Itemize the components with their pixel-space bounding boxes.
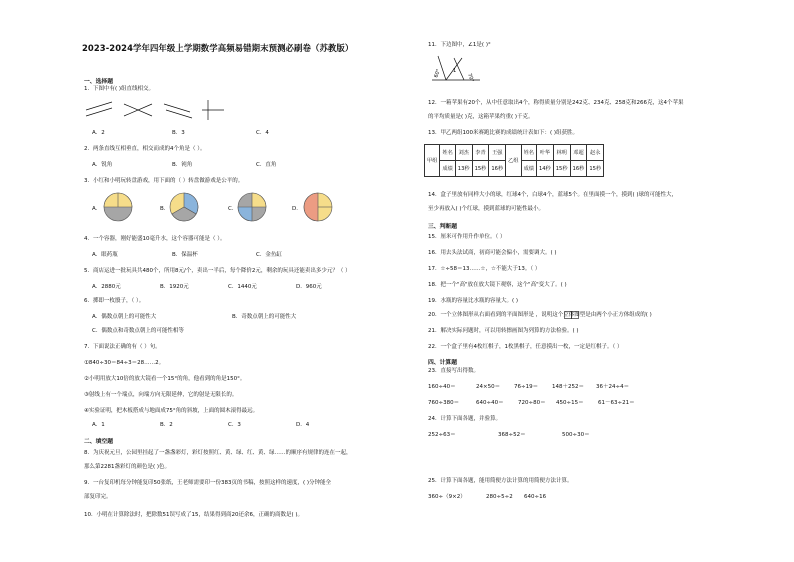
q1-option-b: B．3: [172, 130, 185, 136]
cell: 14秒: [536, 161, 553, 177]
cell: 林明: [553, 145, 570, 161]
question-15: 15．厘米可作用升作单位。（ ）: [428, 234, 506, 240]
q2-option-a: A．锐角: [92, 162, 113, 168]
q23-calc-4: 148＋252＝: [552, 384, 584, 390]
question-6: 6．掷即一枚骰子，（ ）。: [84, 298, 145, 304]
section-fill: 二、填空题: [84, 439, 113, 445]
cell: 邓超: [570, 145, 587, 161]
q6-option-b: B．奇数点朝上的可能性大: [232, 314, 297, 320]
q5-option-a: A．2880元: [92, 284, 121, 290]
question-7: 7．下面说法正确的有（ ）句。: [84, 344, 161, 350]
q7-option-b: B．2: [160, 422, 173, 428]
q6-option-c: C．偶数点和奇数点朝上的可能性相等: [92, 328, 184, 334]
page-title: 2023-2024学年四年级上学期数学高频易错期末预测必刷卷（苏教版）: [82, 43, 354, 53]
question-3: 3．小红和小明玩转盘游戏，用下面的（ ）转盘做游戏是公平的。: [84, 178, 244, 184]
q5-option-b: B．1920元: [160, 284, 189, 290]
cell: 赵永: [587, 145, 604, 161]
section-judge: 三、判断题: [428, 224, 457, 230]
q1-option-a: A．2: [92, 130, 105, 136]
cell: 叶华: [536, 145, 553, 161]
question-4: 4．一个容器，刚好能盛10毫升水，这个容器可能是（ ）。: [84, 236, 226, 242]
question-17: 17．☆÷58＝13……☆，☆不能大于13。（ ）: [428, 266, 541, 272]
question-12-line1: 12．一箱苹果有20个，从中任意取出4个，称得质量分别是242克、234克、258克和266克，这4个苹果: [428, 100, 684, 106]
q24-calc-1: 252÷63＝: [428, 432, 456, 438]
q4-option-a: A．眼药瓶: [92, 252, 118, 258]
q3-label-b: B.: [160, 206, 166, 212]
section-calc: 四、计算题: [428, 360, 457, 366]
cell: 刘杰: [455, 145, 472, 161]
angle-1-label: 1: [453, 68, 457, 74]
question-18: 18．把一个"高"放在放大镜下观察，这个"高"变大了。( ): [428, 282, 567, 288]
q7-option-c: C．3: [228, 422, 241, 428]
q25-calc-1: 360÷（9×2）: [428, 494, 466, 500]
q2-option-c: C．直角: [256, 162, 277, 168]
question-9-line2: 部复印完。: [84, 494, 112, 500]
cell: 15秒: [472, 161, 489, 177]
cell: 姓名: [521, 145, 536, 161]
q23-calc-9: 450÷15＝: [556, 400, 584, 406]
group-a-label: 甲组: [425, 145, 440, 177]
question-22: 22．一个盒子里有4枚红棋子，1枚黑棋子，任意摸出一枚，一定是红棋子。（ ）: [428, 344, 623, 350]
cell: 15秒: [553, 161, 570, 177]
question-8-line1: 8．为庆祝元旦，公园里挂起了一盏盏彩灯，彩灯按照红、黄、绿、红、黄、绿……的顺序有规律的连在一起，: [84, 450, 352, 456]
q2-option-b: B．钝角: [172, 162, 193, 168]
q23-calc-8: 720÷80＝: [518, 400, 546, 406]
cell: 13秒: [455, 161, 472, 177]
spinner-b: [168, 191, 200, 223]
q6-option-a: A．偶数点朝上的可能性大: [92, 314, 157, 320]
question-25: 25．计算下面各题，能用简便方法计算的用简便方法计算。: [428, 478, 573, 484]
q23-calc-3: 76÷19＝: [514, 384, 539, 390]
q25-calc-2: 280÷5÷2: [486, 494, 513, 500]
question-12-line2: 的平均质量是( )克，这箱苹果约重( )千克。: [428, 114, 534, 120]
question-2: 2．两条直线互相垂直，相交而成的4个角是（ ）。: [84, 146, 206, 152]
q5-option-d: D．960元: [296, 284, 322, 290]
question-21: 21．解决实际问题时，可以用转擦画图为列算的方法检验。( ): [428, 328, 579, 334]
q23-calc-1: 160÷40＝: [428, 384, 456, 390]
q23-calc-6: 760÷380＝: [428, 400, 460, 406]
q25-calc-3: 640÷16: [524, 494, 547, 500]
q24-calc-3: 500÷30＝: [562, 432, 590, 438]
q7-option-a: A．1: [92, 422, 105, 428]
cell: 成绩: [521, 161, 536, 177]
q23-calc-2: 24×50＝: [476, 384, 501, 390]
question-13: 13．甲乙两组100米赛跑比赛的成绩统计表如下：( )组获胜。: [428, 130, 579, 136]
angle-70-label: 70°: [466, 72, 475, 84]
q7-item-3: ③射线上有一个端点，向端方向无限延伸，它的射是无限长的。: [84, 392, 238, 398]
q24-calc-2: 368÷52＝: [498, 432, 526, 438]
spinner-c: [236, 191, 268, 223]
question-1: 1．下图中有( )组直线相交。: [84, 86, 155, 92]
q1-lines-figure: [84, 100, 224, 122]
question-23: 23．直接写出得数。: [428, 368, 479, 374]
q1-option-c: C．4: [256, 130, 269, 136]
cell: 王强: [489, 145, 506, 161]
q20-shape-icon: [564, 311, 580, 319]
q4-option-b: B．保温杯: [172, 252, 198, 258]
question-24: 24．计算下面各题，并验算。: [428, 416, 501, 422]
cell: 15秒: [587, 161, 604, 177]
question-14-line1: 14．盒子里放有同样大小的球，红球4个，白球4个，蓝球5个。在里面摸一个，摸到( )球的可能性大，: [428, 192, 678, 198]
question-10: 10．小明在计算除法时，把除数51误写成了15，结果得到商20还余6，正确的商数是( )。: [84, 512, 304, 518]
question-8-line2: 那么第2281盏彩灯的颜色是( )色。: [84, 464, 171, 470]
q3-label-a: A.: [92, 206, 98, 212]
angle-60-label: 60°: [433, 68, 442, 79]
question-9-line1: 9．一台复印机每分钟能复印50张纸，王老师需要印一份383页的书稿，按照这样的速度，( )分钟能全: [84, 480, 332, 486]
q23-calc-10: 61－63÷21＝: [598, 400, 635, 406]
q5-option-c: C．1440元: [228, 284, 257, 290]
q23-calc-5: 36＋24÷4＝: [596, 384, 630, 390]
q23-calc-7: 640÷40＝: [476, 400, 504, 406]
q7-item-4: ④实验证明，把木板搭成与地面成75°角的斜坡，上面的圆木滚得最远。: [84, 408, 259, 414]
question-5: 5．商店运进一批玩具共480个，所用8元/个，卖出一半后，每个降价2元，剩余的玩具还能卖出多少元？（ ）: [84, 268, 351, 274]
q13-score-table: [424, 144, 604, 177]
section-choice: 一、选择题: [84, 79, 113, 85]
q7-option-d: D．4: [296, 422, 310, 428]
spinner-a: [102, 191, 134, 223]
spinner-d: [302, 191, 334, 223]
question-14-line2: 至少再放入( )个红球，摸到蓝球的可能性最小。: [428, 206, 545, 212]
cell: 成绩: [440, 161, 455, 177]
question-20: 20．一个立体图形从右面看到的平面图形是 ，说明这个立体图型是由两个小正方体组成的( ): [428, 312, 652, 318]
question-19: 19．水瓶的容量比水瓶的容量大。( ): [428, 298, 519, 304]
q7-item-1: ①840÷30＝84÷3＝28……2。: [84, 360, 165, 366]
question-16: 16．用去头法试商，初商可能会偏小，需要调大。( ): [428, 250, 557, 256]
q7-item-2: ②小明用放大10倍的放大镜看一个15°的角，他看到的角是150°。: [84, 376, 246, 382]
cell: 姓名: [440, 145, 455, 161]
q4-option-c: C．金鱼缸: [256, 252, 282, 258]
q11-angle-figure: [432, 54, 482, 86]
q3-label-c: C.: [228, 206, 234, 212]
group-b-label: 乙组: [506, 145, 521, 177]
cell: 16秒: [570, 161, 587, 177]
q3-label-d: D.: [292, 206, 298, 212]
cell: 李青: [472, 145, 489, 161]
question-11: 11．下边图中，∠1是( )°: [428, 42, 491, 48]
cell: 16秒: [489, 161, 506, 177]
